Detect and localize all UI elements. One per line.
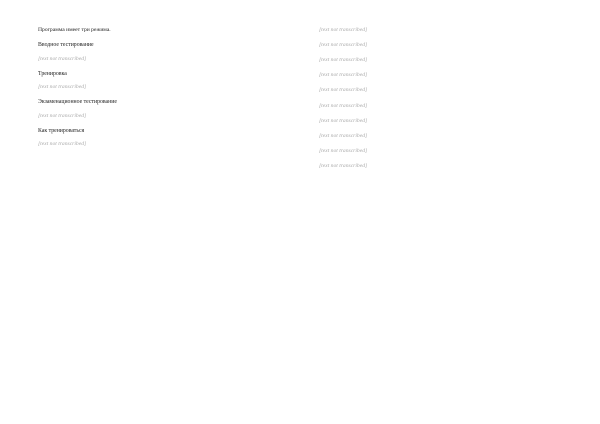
right-paragraph: [text not transcribed] [319, 72, 368, 79]
right-paragraph: [text not transcribed] [319, 42, 368, 49]
right-paragraph: [text not transcribed] [319, 162, 368, 169]
right-paragraph: [text not transcribed] [319, 147, 368, 154]
right-column [319, 26, 578, 408]
right-paragraph: [text not transcribed] [319, 102, 368, 109]
section-body-how-to-train: [text not transcribed] [38, 141, 87, 147]
left-column [38, 26, 297, 408]
right-paragraph: [text not transcribed] [319, 87, 368, 94]
section-title-how-to-train: Как тренироваться [38, 127, 85, 134]
section-body-intro-test: [text not transcribed] [38, 55, 87, 62]
section-title-exam-test: Экзаменационное тестирование [38, 99, 117, 106]
section-body-exam-test: [text not transcribed] [38, 112, 87, 119]
right-paragraph: [text not transcribed] [319, 57, 368, 64]
section-title-training: Тренировка [38, 70, 67, 77]
right-paragraph: [text not transcribed] [319, 132, 368, 139]
section-body-training: [text not transcribed] [38, 84, 87, 90]
right-paragraph: [text not transcribed] [319, 117, 368, 124]
section-title-intro-test: Вводное тестирование [38, 42, 94, 49]
right-paragraph: [text not transcribed] [319, 27, 368, 33]
intro-paragraph: Программа имеет три режима. [38, 27, 111, 33]
